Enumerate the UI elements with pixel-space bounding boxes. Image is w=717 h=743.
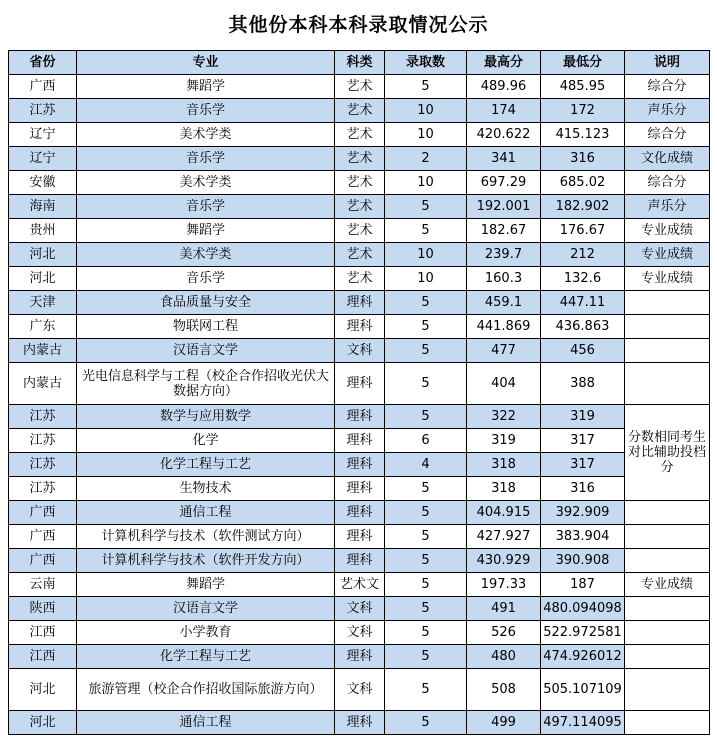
cell-max-score: 404 xyxy=(467,363,541,405)
cell-note xyxy=(625,339,710,363)
cell-province: 广西 xyxy=(9,525,77,549)
cell-count: 6 xyxy=(385,429,467,453)
table-row xyxy=(9,711,710,735)
cell-province: 安徽 xyxy=(9,171,77,195)
header-min-score: 最低分 xyxy=(541,51,625,75)
table-row xyxy=(9,147,710,171)
cell-province: 江苏 xyxy=(9,453,77,477)
cell-count: 5 xyxy=(385,597,467,621)
cell-count: 5 xyxy=(385,405,467,429)
cell-min-score: 505.107109 xyxy=(541,669,625,711)
cell-note-merged: 分数相同考生对比辅助投档分 xyxy=(625,405,710,501)
table-row xyxy=(9,339,710,363)
cell-min-score: 316 xyxy=(541,147,625,171)
cell-count: 5 xyxy=(385,501,467,525)
cell-category: 文科 xyxy=(335,669,385,711)
cell-province: 辽宁 xyxy=(9,123,77,147)
cell-min-score: 182.902 xyxy=(541,195,625,219)
cell-min-score: 212 xyxy=(541,243,625,267)
cell-major: 音乐学 xyxy=(77,99,335,123)
cell-note xyxy=(625,363,710,405)
cell-note xyxy=(625,621,710,645)
cell-count: 5 xyxy=(385,573,467,597)
cell-note: 专业成绩 xyxy=(625,573,710,597)
cell-max-score: 239.7 xyxy=(467,243,541,267)
cell-category: 艺术 xyxy=(335,147,385,171)
cell-max-score: 489.96 xyxy=(467,75,541,99)
table-row xyxy=(9,123,710,147)
cell-max-score: 174 xyxy=(467,99,541,123)
cell-min-score: 436.863 xyxy=(541,315,625,339)
cell-note: 综合分 xyxy=(625,75,710,99)
cell-note: 专业成绩 xyxy=(625,219,710,243)
cell-major: 美术学类 xyxy=(77,171,335,195)
cell-min-score: 415.123 xyxy=(541,123,625,147)
cell-province: 广西 xyxy=(9,501,77,525)
cell-major: 音乐学 xyxy=(77,195,335,219)
cell-note xyxy=(625,711,710,735)
cell-province: 内蒙古 xyxy=(9,363,77,405)
cell-major: 美术学类 xyxy=(77,123,335,147)
cell-count: 5 xyxy=(385,549,467,573)
cell-min-score: 388 xyxy=(541,363,625,405)
cell-min-score: 485.95 xyxy=(541,75,625,99)
table-row xyxy=(9,621,710,645)
cell-category: 艺术文 xyxy=(335,573,385,597)
cell-min-score: 319 xyxy=(541,405,625,429)
cell-max-score: 491 xyxy=(467,597,541,621)
header-max-score: 最高分 xyxy=(467,51,541,75)
cell-max-score: 160.3 xyxy=(467,267,541,291)
table-row xyxy=(9,669,710,711)
cell-major: 小学教育 xyxy=(77,621,335,645)
cell-max-score: 477 xyxy=(467,339,541,363)
cell-max-score: 427.927 xyxy=(467,525,541,549)
cell-major: 数学与应用数学 xyxy=(77,405,335,429)
header-count: 录取数 xyxy=(385,51,467,75)
cell-min-score: 480.094098 xyxy=(541,597,625,621)
cell-province: 江西 xyxy=(9,621,77,645)
cell-count: 5 xyxy=(385,363,467,405)
cell-province: 广西 xyxy=(9,549,77,573)
cell-max-score: 697.29 xyxy=(467,171,541,195)
table-header-row xyxy=(9,51,710,75)
cell-min-score: 176.67 xyxy=(541,219,625,243)
cell-province: 江苏 xyxy=(9,99,77,123)
table-row xyxy=(9,525,710,549)
cell-category: 理科 xyxy=(335,429,385,453)
cell-max-score: 182.67 xyxy=(467,219,541,243)
cell-max-score: 197.33 xyxy=(467,573,541,597)
cell-count: 5 xyxy=(385,219,467,243)
table-row xyxy=(9,453,710,477)
cell-count: 5 xyxy=(385,525,467,549)
table-row xyxy=(9,477,710,501)
cell-category: 艺术 xyxy=(335,171,385,195)
cell-min-score: 392.909 xyxy=(541,501,625,525)
table-row xyxy=(9,219,710,243)
admission-table xyxy=(8,50,710,735)
cell-max-score: 430.929 xyxy=(467,549,541,573)
cell-note: 专业成绩 xyxy=(625,243,710,267)
cell-category: 理科 xyxy=(335,363,385,405)
cell-category: 艺术 xyxy=(335,219,385,243)
cell-category: 艺术 xyxy=(335,267,385,291)
table-row xyxy=(9,645,710,669)
cell-province: 河北 xyxy=(9,669,77,711)
cell-major: 汉语言文学 xyxy=(77,597,335,621)
table-row xyxy=(9,363,710,405)
cell-min-score: 383.904 xyxy=(541,525,625,549)
cell-province: 广西 xyxy=(9,75,77,99)
table-row xyxy=(9,267,710,291)
cell-major: 通信工程 xyxy=(77,711,335,735)
cell-major: 化学 xyxy=(77,429,335,453)
cell-note xyxy=(625,291,710,315)
cell-min-score: 317 xyxy=(541,429,625,453)
cell-major: 食品质量与安全 xyxy=(77,291,335,315)
cell-category: 理科 xyxy=(335,315,385,339)
cell-count: 5 xyxy=(385,75,467,99)
cell-min-score: 172 xyxy=(541,99,625,123)
cell-category: 艺术 xyxy=(335,195,385,219)
cell-max-score: 420.622 xyxy=(467,123,541,147)
cell-min-score: 390.908 xyxy=(541,549,625,573)
cell-category: 理科 xyxy=(335,291,385,315)
cell-max-score: 526 xyxy=(467,621,541,645)
cell-category: 理科 xyxy=(335,525,385,549)
cell-min-score: 187 xyxy=(541,573,625,597)
cell-note xyxy=(625,549,710,573)
cell-max-score: 441.869 xyxy=(467,315,541,339)
cell-note xyxy=(625,501,710,525)
header-category: 科类 xyxy=(335,51,385,75)
cell-major: 舞蹈学 xyxy=(77,75,335,99)
cell-max-score: 318 xyxy=(467,477,541,501)
cell-category: 理科 xyxy=(335,549,385,573)
table-row xyxy=(9,429,710,453)
cell-count: 10 xyxy=(385,243,467,267)
table-row xyxy=(9,171,710,195)
cell-max-score: 480 xyxy=(467,645,541,669)
cell-major: 美术学类 xyxy=(77,243,335,267)
cell-min-score: 685.02 xyxy=(541,171,625,195)
cell-province: 广东 xyxy=(9,315,77,339)
cell-province: 江苏 xyxy=(9,429,77,453)
cell-max-score: 322 xyxy=(467,405,541,429)
cell-major: 汉语言文学 xyxy=(77,339,335,363)
cell-province: 江西 xyxy=(9,645,77,669)
cell-count: 5 xyxy=(385,669,467,711)
cell-category: 艺术 xyxy=(335,99,385,123)
cell-province: 海南 xyxy=(9,195,77,219)
cell-major: 光电信息科学与工程（校企合作招收光伏大数据方向） xyxy=(77,363,335,405)
cell-max-score: 404.915 xyxy=(467,501,541,525)
cell-category: 文科 xyxy=(335,621,385,645)
table-row xyxy=(9,291,710,315)
cell-count: 4 xyxy=(385,453,467,477)
cell-note: 专业成绩 xyxy=(625,267,710,291)
cell-note xyxy=(625,645,710,669)
cell-category: 理科 xyxy=(335,501,385,525)
cell-min-score: 497.114095 xyxy=(541,711,625,735)
cell-category: 理科 xyxy=(335,711,385,735)
cell-count: 10 xyxy=(385,171,467,195)
cell-max-score: 508 xyxy=(467,669,541,711)
cell-major: 化学工程与工艺 xyxy=(77,453,335,477)
cell-category: 理科 xyxy=(335,453,385,477)
cell-category: 理科 xyxy=(335,645,385,669)
page-title: 其他份本科本科录取情况公示 xyxy=(228,14,489,36)
table-row xyxy=(9,99,710,123)
cell-major: 音乐学 xyxy=(77,147,335,171)
cell-note xyxy=(625,525,710,549)
cell-major: 旅游管理（校企合作招收国际旅游方向） xyxy=(77,669,335,711)
cell-major: 通信工程 xyxy=(77,501,335,525)
cell-note xyxy=(625,315,710,339)
cell-count: 5 xyxy=(385,291,467,315)
cell-min-score: 474.926012 xyxy=(541,645,625,669)
cell-count: 5 xyxy=(385,477,467,501)
cell-major: 计算机科学与技术（软件测试方向） xyxy=(77,525,335,549)
cell-note xyxy=(625,669,710,711)
cell-province: 河北 xyxy=(9,243,77,267)
cell-max-score: 499 xyxy=(467,711,541,735)
cell-category: 文科 xyxy=(335,339,385,363)
cell-min-score: 132.6 xyxy=(541,267,625,291)
cell-count: 5 xyxy=(385,621,467,645)
table-row xyxy=(9,195,710,219)
cell-count: 5 xyxy=(385,645,467,669)
cell-note: 声乐分 xyxy=(625,195,710,219)
cell-category: 理科 xyxy=(335,405,385,429)
table-row xyxy=(9,243,710,267)
cell-note: 综合分 xyxy=(625,171,710,195)
cell-major: 音乐学 xyxy=(77,267,335,291)
cell-category: 艺术 xyxy=(335,243,385,267)
cell-province: 河北 xyxy=(9,267,77,291)
cell-category: 文科 xyxy=(335,597,385,621)
cell-category: 艺术 xyxy=(335,75,385,99)
cell-count: 10 xyxy=(385,123,467,147)
cell-major: 化学工程与工艺 xyxy=(77,645,335,669)
cell-count: 5 xyxy=(385,339,467,363)
cell-max-score: 318 xyxy=(467,453,541,477)
cell-count: 10 xyxy=(385,99,467,123)
cell-max-score: 192.001 xyxy=(467,195,541,219)
cell-min-score: 522.972581 xyxy=(541,621,625,645)
cell-major: 计算机科学与技术（软件开发方向） xyxy=(77,549,335,573)
cell-min-score: 456 xyxy=(541,339,625,363)
cell-province: 河北 xyxy=(9,711,77,735)
cell-note: 综合分 xyxy=(625,123,710,147)
cell-province: 天津 xyxy=(9,291,77,315)
cell-count: 5 xyxy=(385,711,467,735)
cell-major: 舞蹈学 xyxy=(77,573,335,597)
cell-category: 理科 xyxy=(335,477,385,501)
table-row xyxy=(9,75,710,99)
table-row xyxy=(9,573,710,597)
cell-count: 5 xyxy=(385,195,467,219)
cell-major: 物联网工程 xyxy=(77,315,335,339)
cell-major: 生物技术 xyxy=(77,477,335,501)
cell-count: 2 xyxy=(385,147,467,171)
cell-min-score: 316 xyxy=(541,477,625,501)
cell-province: 内蒙古 xyxy=(9,339,77,363)
cell-max-score: 319 xyxy=(467,429,541,453)
cell-province: 江苏 xyxy=(9,405,77,429)
table-row xyxy=(9,405,710,429)
cell-max-score: 459.1 xyxy=(467,291,541,315)
table-row xyxy=(9,549,710,573)
cell-note: 声乐分 xyxy=(625,99,710,123)
table-row xyxy=(9,501,710,525)
cell-count: 10 xyxy=(385,267,467,291)
cell-province: 江苏 xyxy=(9,477,77,501)
cell-province: 贵州 xyxy=(9,219,77,243)
cell-province: 云南 xyxy=(9,573,77,597)
cell-min-score: 317 xyxy=(541,453,625,477)
header-province: 省份 xyxy=(9,51,77,75)
cell-note xyxy=(625,597,710,621)
cell-province: 辽宁 xyxy=(9,147,77,171)
table-row xyxy=(9,315,710,339)
header-major: 专业 xyxy=(77,51,335,75)
cell-max-score: 341 xyxy=(467,147,541,171)
cell-major: 舞蹈学 xyxy=(77,219,335,243)
cell-count: 5 xyxy=(385,315,467,339)
header-note: 说明 xyxy=(625,51,710,75)
cell-note: 文化成绩 xyxy=(625,147,710,171)
table-row xyxy=(9,597,710,621)
cell-min-score: 447.11 xyxy=(541,291,625,315)
cell-category: 艺术 xyxy=(335,123,385,147)
cell-province: 陕西 xyxy=(9,597,77,621)
